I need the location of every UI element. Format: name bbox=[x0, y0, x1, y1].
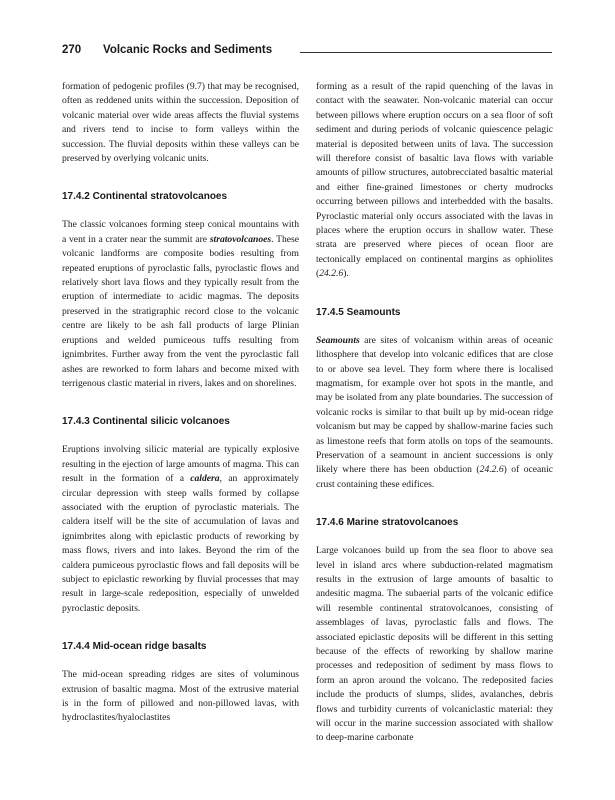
chapter-title: Volcanic Rocks and Sediments bbox=[103, 44, 273, 56]
paragraph-silicic-volcanoes: Eruptions involving silicic material are typically explosive resulting in the ejection of large amounts of magma. This can result in the formation of a caldera, an approximately circular depression with steep walls formed by collapse associated with the eruption of pyroclastic materials. The caldera itself will be the site of accumulation of lavas and ignimbrites along with epiclastic products of reworking by mass flows, rivers and into lakes. Beyond the rim of the caldera pumiceous pyroclastic flows and fall deposits will be subject to epiclastic reworking by fluvial processes that may result in large-scale redeposition, especially of unwelded pyroclastic deposits. bbox=[62, 444, 299, 614]
paragraph-stratovolcanoes: The classic volcanoes forming steep conical mountains with a vent in a crater near the summit are stratovolcanoes. These volcanic landforms are composite bodies resulting from repeated eruptions of pyroclastic falls, pyroclastic flows and relatively short lava flows and they typically result from the eruption of intermediate to acidic magmas. The deposits preserved in the stratigraphic record close to the volcanic centre are likely to be ash fall products of large Plinian eruptions and welded pumiceous tuffs resulting from ignimbrites. Further away from the vent the pyroclastic fall ashes are reworked to form lahars and become mixed with terrigenous clastic material in rivers, lakes and on shorelines. bbox=[62, 219, 300, 389]
section-heading-continental-stratovolcanoes: 17.4.2 Continental stratovolcanoes bbox=[62, 191, 228, 203]
paragraph-marine-stratovolcanoes: Large volcanoes build up from the sea floor to above sea level in island arcs where subduction-related magmatism results in the extrusion of large amounts of basaltic to andesitic magma. The subaerial parts of the volcanic edifice will resemble continental stratovolcanoes, consisting of assemblages of lavas, pyroclastic falls and flows. The associated epiclastic deposits will be different in this setting because of the effects of reworking by shallow marine processes and redeposition of sediment by mass flows to form an apron around the volcano. The redeposited facies include the products of slumps, slides, avalanches, debris flows and turbidity currents of volcaniclastic material: they will occur in the marine succession associated with shallow to deep-marine carbonate bbox=[316, 545, 553, 744]
cross-reference: 24.2.6 bbox=[319, 268, 344, 280]
paragraph-mid-ocean-ridge: The mid-ocean spreading ridges are sites of voluminous extrusion of basaltic magma. Most of the extrusive material is in the form of pillowed and non-pillowed lavas, with hydroclastites/hyaloclastites bbox=[62, 669, 299, 724]
term-stratovolcanoes: stratovolcanoes bbox=[209, 233, 272, 245]
paragraph-top-right: forming as a result of the rapid quenching of the lavas in contact with the seawater. Non-volcanic material can occur between pillows where eruption occurs on a sea floor of soft sediment and during periods of volcanic quiescence pelagic material is deposited between units of lava. The succession will therefore consist of basaltic lava flows with variable amounts of pillow structures, autobrecciated basaltic material and either fine-grained limestones or cherty mudrocks occurring between pillows and interbedded with the basalts. Pyroclastic material only occurs associated with the lavas in places where the eruption occurs in shallow water. These strata are preserved where pieces of ocean floor are tectonically emplaced on continental margins as ophiolites (24.2.6). bbox=[316, 81, 553, 280]
term-seamounts: Seamounts bbox=[316, 334, 360, 346]
right-column bbox=[316, 80, 553, 746]
section-heading-mid-ocean-ridge-basalts: 17.4.4 Mid-ocean ridge basalts bbox=[62, 641, 207, 653]
page-number: 270 bbox=[62, 44, 82, 56]
section-heading-marine-stratovolcanoes: 17.4.6 Marine stratovolcanoes bbox=[316, 517, 459, 529]
header-rule bbox=[300, 52, 552, 53]
left-column bbox=[62, 80, 299, 726]
paragraph-seamounts: Seamounts are sites of volcanism within areas of oceanic lithosphere that develop into volcanic edifices that are close to or above sea level. They form where there is localised magmatism, for example over hot spots in the mantle, and may be isolated from any plate boundaries. The succession of volcanic rocks is similar to that built up by mid-ocean ridge volcanism but may be capped by shallow-marine facies such as limestone reefs that form atolls on tops of the seamounts. Preservation of a seamount in ancient successions is only likely where there has been obduction (24.2.6) of oceanic crust containing these edifices. bbox=[316, 334, 554, 490]
term-caldera: caldera bbox=[190, 473, 220, 485]
paragraph-top-left: formation of pedogenic profiles (9.7) that may be recognised, often as reddened units within the succession. Deposition of volcanic material over wide areas affects the fluvial systems and rivers tend to incise to form valleys within the succession. The fluvial deposits within these valleys can be preserved by overlying volcanic units. bbox=[62, 81, 299, 165]
cross-reference: 24.2.6 bbox=[479, 464, 504, 476]
running-header bbox=[62, 44, 552, 60]
section-heading-seamounts: 17.4.5 Seamounts bbox=[316, 306, 401, 318]
section-heading-continental-silicic-volcanoes: 17.4.3 Continental silicic volcanoes bbox=[62, 416, 230, 428]
